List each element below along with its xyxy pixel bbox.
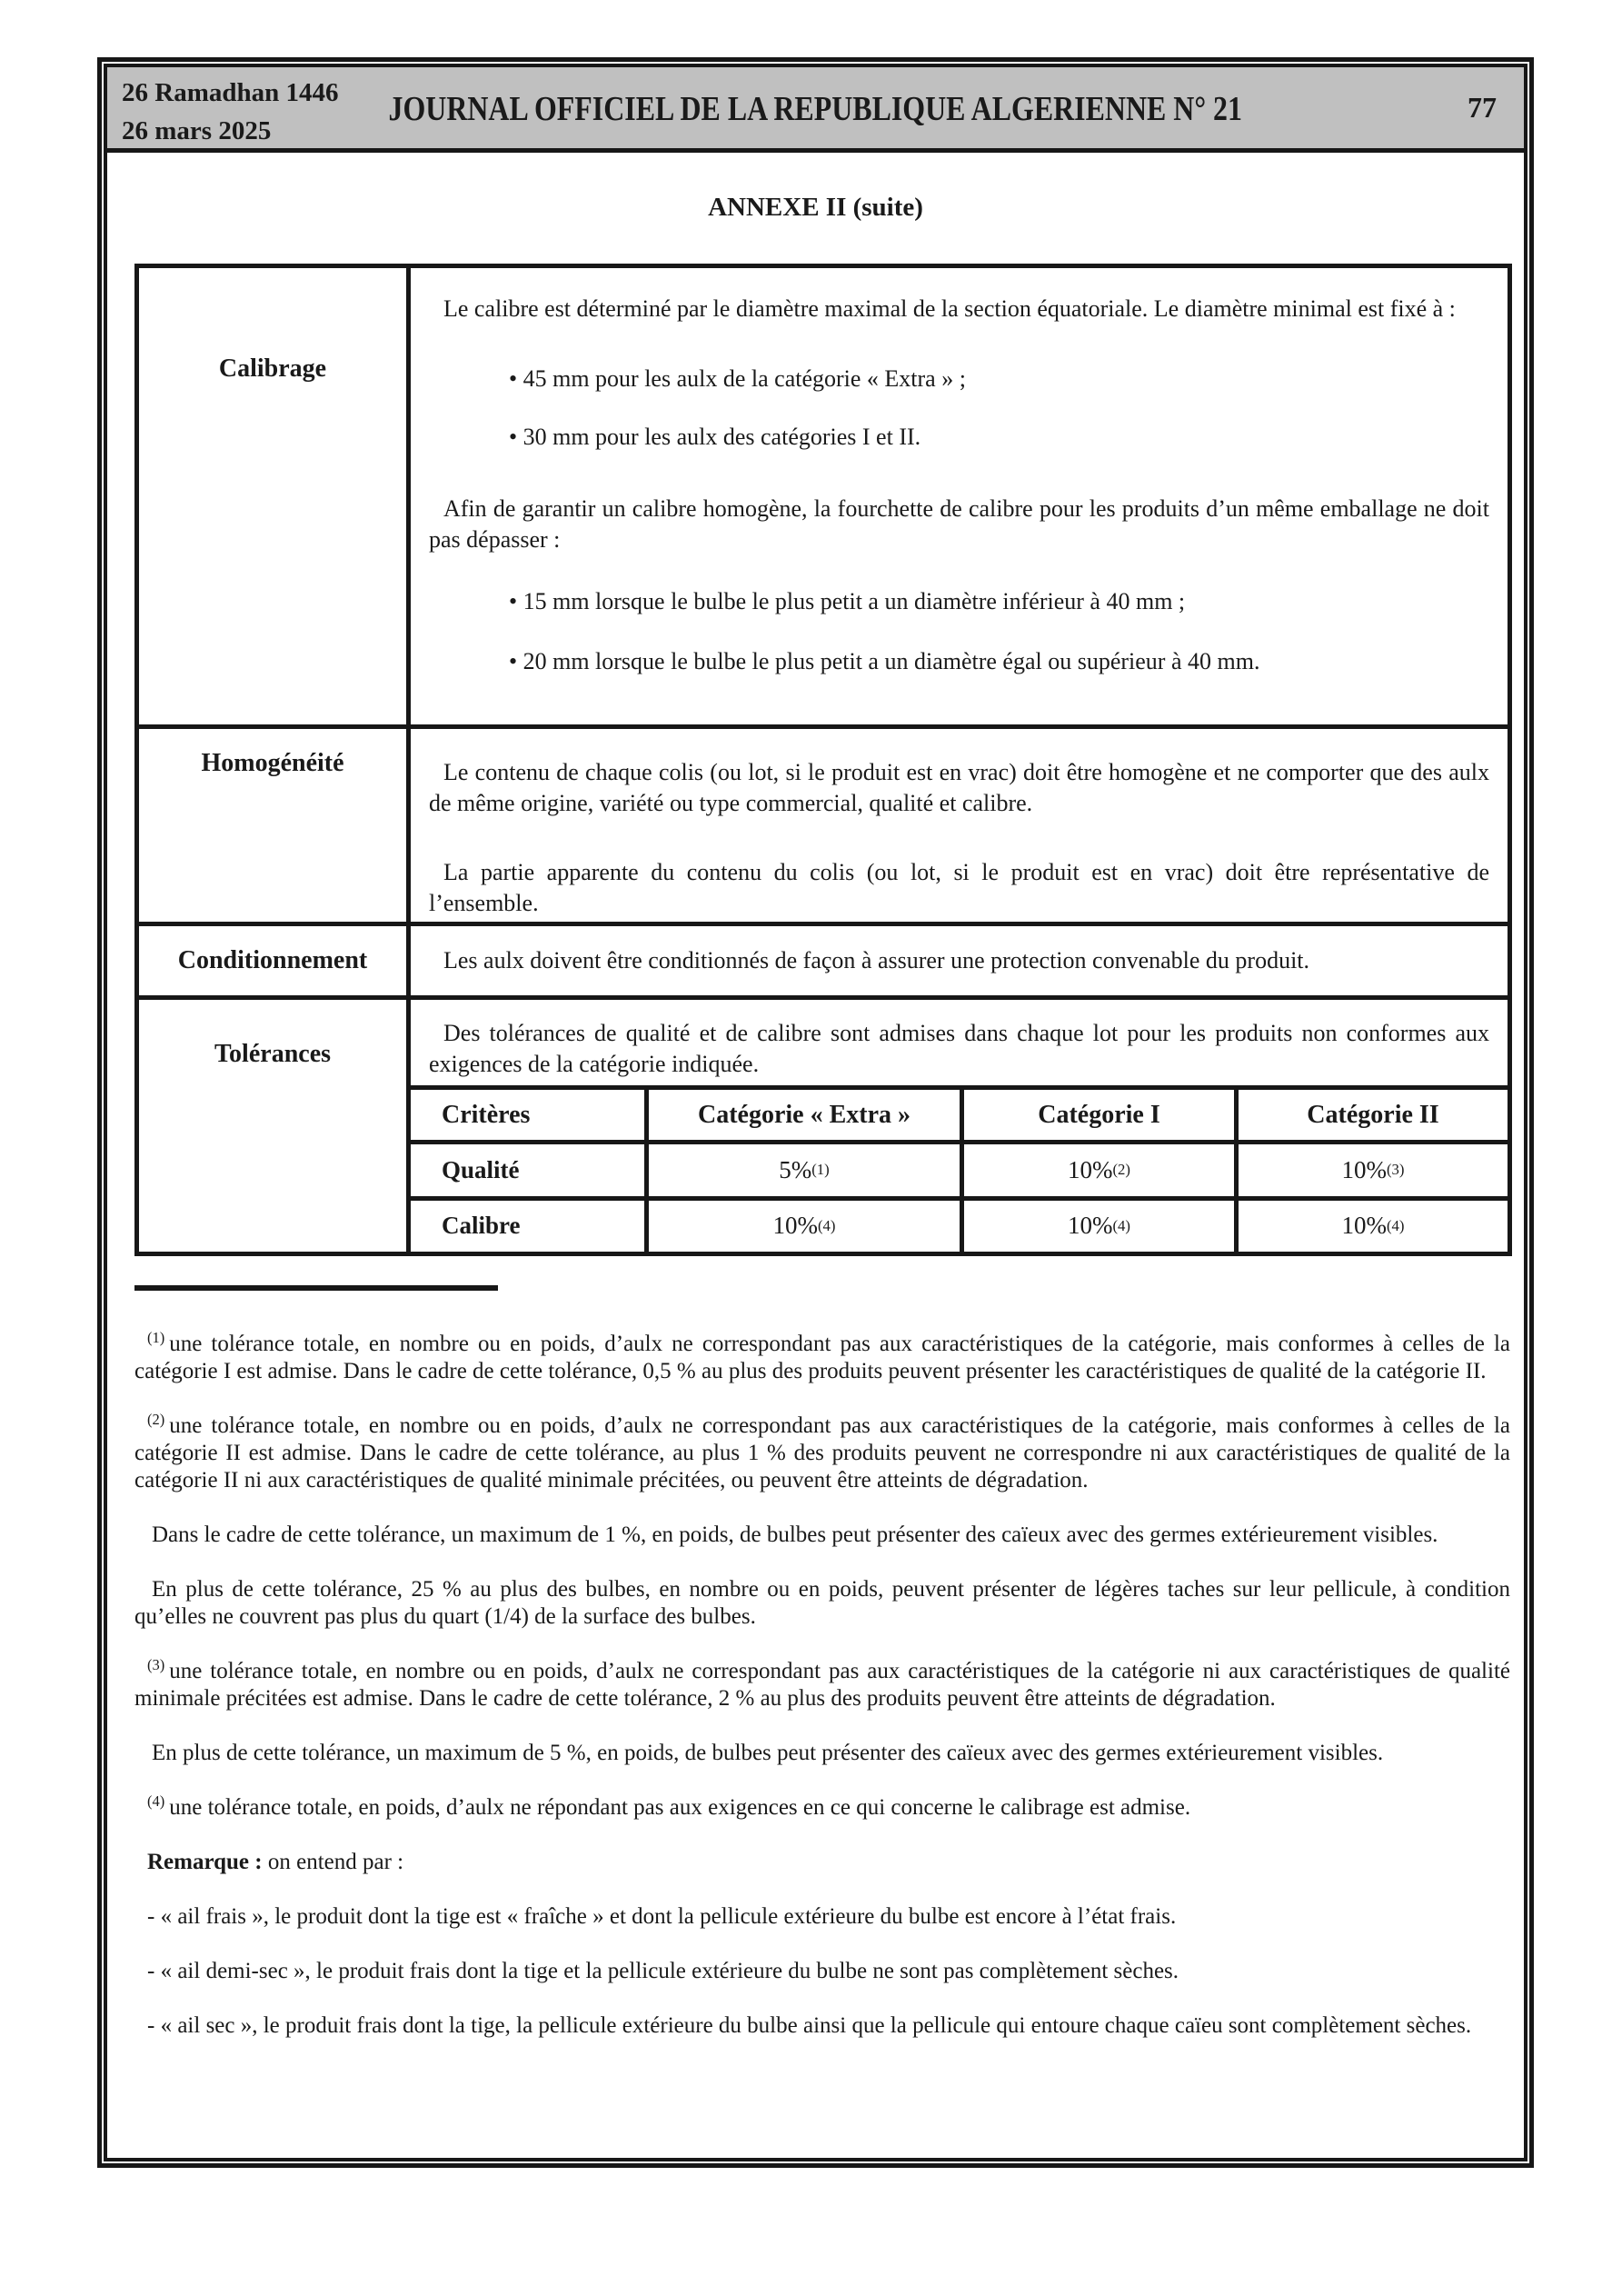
- tolerances-paragraph: Des tolérances de qualité et de calibre sont admises dans chaque lot pour les produits non conformes aux exigences de la catégorie indiquée.: [429, 1020, 1489, 1077]
- criteria-header-categorie-2: Catégorie II: [1307, 1100, 1439, 1129]
- homogeneite-paragraph-2: La partie apparente du contenu du colis (ou lot, si le produit est en vrac) doit être représentative de l’ensemble.: [429, 859, 1489, 916]
- calibrage-bullet-20mm: • 20 mm lorsque le bulbe le plus petit a un diamètre égal ou supérieur à 40 mm.: [509, 648, 1260, 674]
- hijri-date: 26 Ramadhan 1446: [122, 78, 339, 107]
- journal-title: [107, 89, 1524, 129]
- footnotes-separator: [134, 1285, 498, 1291]
- footnote-2: $^{(2)}$ une tolérance totale, en nombre ou en poids, d’aulx ne correspondant pas aux caractéristiques de la catégorie, mais conformes à celles de la catégorie II est admise. Dans le cadre de cette tolérance, au plus 1 % des produits peuvent ne correspondre ni aux caractéristiques de qualité de la catégorie II ni aux caractéristiques de qualité minimale précitées, ou peuvent être atteints de dégradation.: [134, 1410, 1510, 1492]
- row-calibrage: [139, 268, 1508, 724]
- definition-ail-sec: - « ail sec », le produit frais dont la tige, la pellicule extérieure du bulbe ainsi que la pellicule qui entoure chaque caïeu sont complètement sèches.: [147, 2013, 1472, 2038]
- conditionnement-content: [411, 926, 1508, 995]
- header-band: [107, 67, 1524, 153]
- calibre-value-categorie-1: 10% (4): [964, 1201, 1239, 1253]
- page-number: 77: [1468, 91, 1497, 124]
- homogeneite-paragraph-1: Le contenu de chaque colis (ou lot, si le produit est en vrac) doit être homogène et ne comporter que des aulx de même origine, variété ou type commercial, qualité et calibre.: [429, 759, 1489, 816]
- homogeneite-content: [411, 729, 1508, 922]
- specifications-table: [134, 264, 1512, 1256]
- footnote-3-continuation: En plus de cette tolérance, un maximum de 5 %, en poids, de bulbes peut présenter des caïeux avec des germes extérieurement visibles.: [152, 1741, 1384, 1765]
- tolerances-criteria-table: [411, 1085, 1508, 1252]
- annexe-title: ANNEXE II (suite): [708, 193, 923, 222]
- row-tolerances: [139, 995, 1508, 1252]
- footnotes-section: [134, 1256, 1510, 2040]
- calibre-row: [411, 1196, 1508, 1253]
- definition-ail-frais: - « ail frais », le produit dont la tige est « fraîche » et dont la pellicule extérieure du bulbe est encore à l’état frais.: [147, 1904, 1177, 1929]
- row-conditionnement: [139, 922, 1508, 995]
- criteria-header-categorie-extra: Catégorie « Extra »: [649, 1090, 964, 1140]
- journal-title-text: JOURNAL OFFICIEL DE LA REPUBLIQUE ALGERIENNE N° 21: [388, 90, 1243, 128]
- footnote-3: $^{(3)}$ une tolérance totale, en nombre ou en poids, d’aulx ne correspondant pas aux caractéristiques de la catégorie ni aux caractéristiques de qualité minimale précitées est admise. Dans le cadre de cette tolérance, 2 % au plus des produits peuvent être atteints de dégradation.: [134, 1655, 1510, 1711]
- conditionnement-paragraph: Les aulx doivent être conditionnés de façon à assurer une protection convenable du produit.: [443, 947, 1310, 973]
- qualite-value-extra: 5% (1): [649, 1144, 964, 1196]
- calibrage-bullet-15mm: • 15 mm lorsque le bulbe le plus petit a un diamètre inférieur à 40 mm ;: [509, 588, 1186, 614]
- tolerances-content: [411, 1000, 1508, 1252]
- criteria-header-criteres: Critères: [411, 1090, 649, 1140]
- calibre-label: Calibre: [411, 1201, 649, 1253]
- tolerances-label: Tolérances: [139, 1000, 411, 1252]
- remarque: Remarque : on entend par :: [147, 1850, 404, 1874]
- footnote-1: $^{(1)}$ une tolérance totale, en nombre ou en poids, d’aulx ne correspondant pas aux caractéristiques de la catégorie, mais conformes à celles de la catégorie I est admise. Dans le cadre de cette tolérance, 0,5 % au plus des produits peuvent présenter les caractéristiques de qualité de la catégorie II.: [134, 1328, 1510, 1383]
- definition-ail-demi-sec: - « ail demi-sec », le produit frais dont la tige et la pellicule extérieure du bulbe ne sont pas complètement sèches.: [147, 1959, 1179, 1983]
- footnote-4: $^{(4)}$ une tolérance totale, en poids, d’aulx ne répondant pas aux exigences en ce qui concerne le calibrage est admise.: [147, 1792, 1191, 1820]
- qualite-value-categorie-1: 10% (2): [964, 1144, 1239, 1196]
- homogeneite-label: Homogénéité: [139, 729, 411, 922]
- qualite-label: Qualité: [411, 1144, 649, 1196]
- calibre-value-categorie-2: 10% (4): [1341, 1212, 1405, 1240]
- conditionnement-label: Conditionnement: [139, 926, 411, 995]
- criteria-header-categorie-1: Catégorie I: [964, 1090, 1239, 1140]
- footnote-2-continuation-taches: En plus de cette tolérance, 25 % au plus des bulbes, en nombre ou en poids, peuvent présenter de légères taches sur leur pellicule, à condition qu’elles ne couvrent pas plus du quart (1/4) de la surface des bulbes.: [134, 1577, 1510, 1629]
- footnote-2-continuation-germes: Dans le cadre de cette tolérance, un maximum de 1 %, en poids, de bulbes peut présenter des caïeux avec des germes extérieurement visibles.: [152, 1522, 1438, 1547]
- qualite-row: [411, 1140, 1508, 1196]
- calibrage-content: [411, 268, 1508, 724]
- calibrage-label: Calibrage: [139, 268, 411, 724]
- gregorian-date: 26 mars 2025: [122, 116, 272, 145]
- calibrage-paragraph-2: Afin de garantir un calibre homogène, la fourchette de calibre pour les produits d’un même emballage ne doit pas dépasser :: [429, 495, 1489, 553]
- calibrage-paragraph-1: Le calibre est déterminé par le diamètre maximal de la section équatoriale. Le diamètre minimal est fixé à :: [443, 295, 1456, 322]
- qualite-value-categorie-2: 10% (3): [1341, 1155, 1405, 1183]
- criteria-header-row: [411, 1090, 1508, 1140]
- row-homogeneite: [139, 724, 1508, 922]
- calibrage-bullet-30mm: • 30 mm pour les aulx des catégories I et II.: [509, 424, 921, 450]
- calibre-value-extra: 10% (4): [649, 1201, 964, 1253]
- calibrage-bullet-45mm: • 45 mm pour les aulx de la catégorie « Extra » ;: [509, 365, 966, 392]
